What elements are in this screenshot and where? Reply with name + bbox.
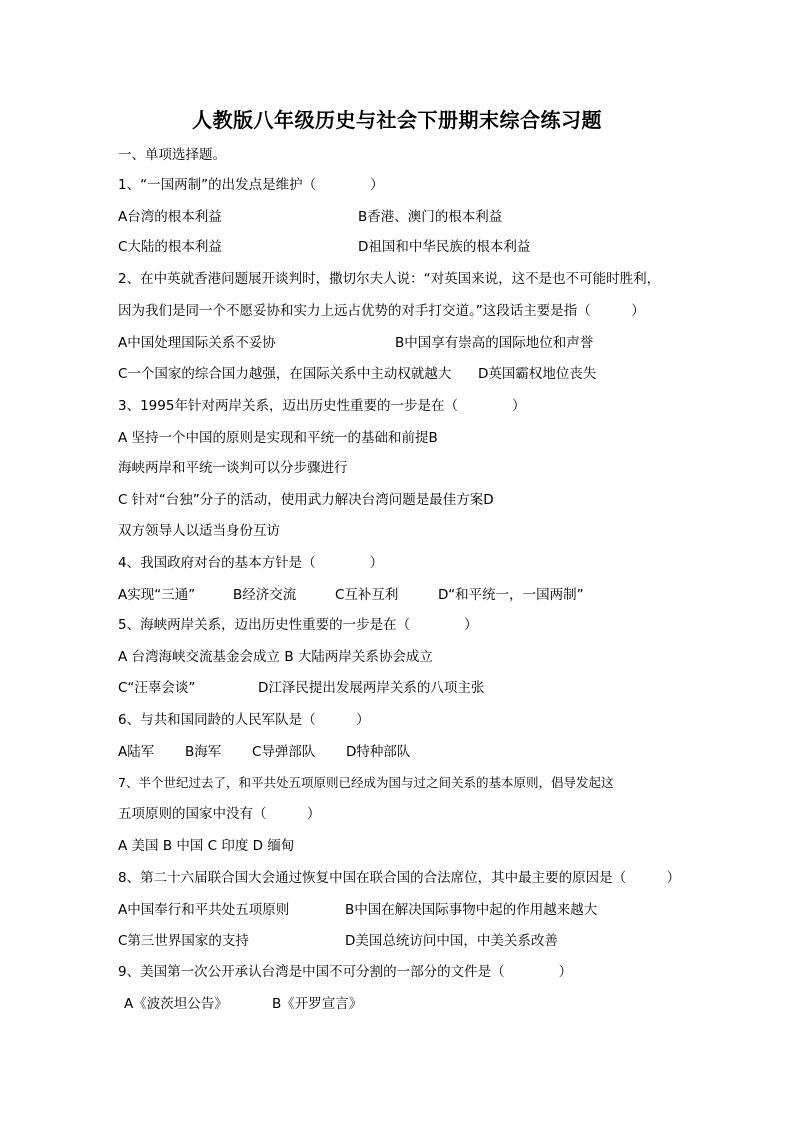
question-2-stem-line2: 因为我们是同一个不愿妥协和实力上远占优势的对手打交道。”这段话主要是指（ ）: [118, 303, 645, 319]
question-7-stem-line1: 7、半个世纪过去了，和平共处五项原则已经成为国与过之间关系的基本原则，倡导发起这: [118, 775, 614, 790]
question-6-option-b: B海军: [185, 744, 222, 760]
question-4-option-b: B经济交流: [233, 587, 297, 603]
question-5-option-c: C“汪辜会谈”: [118, 680, 196, 696]
question-7-stem-line2: 五项原则的国家中没有（ ）: [118, 806, 321, 822]
question-5-option-ab: A 台湾海峡交流基金会成立 B 大陆两岸关系协会成立: [118, 649, 433, 665]
question-6-option-a: A陆军: [118, 744, 155, 760]
question-3-option-line1: A 坚持一个中国的原则是实现和平统一的基础和前提B: [118, 430, 438, 446]
question-1-stem: 1、“一国两制”的出发点是维护（ ）: [118, 177, 384, 193]
page-title: 人教版八年级历史与社会下册期末综合练习题: [192, 108, 602, 132]
question-1-option-c: C大陆的根本利益: [118, 239, 222, 255]
question-5-option-d: D江泽民提出发展两岸关系的八项主张: [258, 680, 485, 696]
question-9-option-b: B《开罗宣言》: [272, 996, 363, 1012]
question-8-option-b: B中国在解决国际事物中起的作用越来越大: [345, 902, 598, 918]
question-4-option-c: C互补互利: [335, 587, 399, 603]
question-8-stem: 8、第二十六届联合国大会通过恢复中国在联合国的合法席位，其中最主要的原因是（ ）: [118, 870, 681, 886]
question-2-stem-line1: 2、在中英就香港问题展开谈判时，撒切尔夫人说：“对英国来说，这不是也不可能时胜利，: [118, 271, 661, 287]
section-heading: 一、单项选择题。: [118, 147, 226, 163]
question-7-options: A 美国 B 中国 C 印度 D 缅甸: [118, 838, 295, 854]
question-3-stem: 3、1995年针对两岸关系，迈出历史性重要的一步是在（ ）: [118, 398, 526, 414]
question-1-option-a: A台湾的根本利益: [118, 209, 222, 225]
question-6-option-c: C导弹部队: [252, 744, 316, 760]
question-4-option-d: D“和平统一，一国两制”: [438, 587, 584, 603]
question-8-option-c: C第三世界国家的支持: [118, 933, 249, 949]
question-2-option-d: D英国霸权地位丧失: [478, 366, 597, 382]
question-3-option-line4: 双方领导人以适当身份互访: [118, 523, 280, 539]
question-1-option-d: D祖国和中华民族的根本利益: [358, 239, 531, 255]
question-9-option-a: A《波茨坦公告》: [124, 996, 228, 1012]
question-2-option-c: C一个国家的综合国力越强，在国际关系中主动权就越大: [118, 366, 452, 382]
question-8-option-d: D美国总统访问中国，中美关系改善: [345, 933, 558, 949]
question-8-option-a: A中国奉行和平共处五项原则: [118, 902, 290, 918]
question-6-stem: 6、与共和国同龄的人民军队是（ ）: [118, 712, 370, 728]
question-2-option-a: A中国处理国际关系不妥协: [118, 335, 276, 351]
question-5-stem: 5、海峡两岸关系，迈出历史性重要的一步是在（ ）: [118, 617, 478, 633]
question-3-option-line2: 海峡两岸和平统一谈判可以分步骤进行: [118, 460, 348, 476]
question-4-option-a: A实现“三通”: [118, 587, 196, 603]
question-6-option-d: D特种部队: [346, 744, 411, 760]
question-3-option-line3: C 针对“台独”分子的活动，使用武力解决台湾问题是最佳方案D: [118, 492, 494, 508]
question-1-option-b: B香港、澳门的根本利益: [358, 209, 503, 225]
question-2-option-b: B中国享有崇高的国际地位和声誉: [395, 335, 594, 351]
question-9-stem: 9、美国第一次公开承认台湾是中国不可分割的一部分的文件是（ ）: [118, 964, 573, 980]
question-4-stem: 4、我国政府对台的基本方针是（ ）: [118, 555, 384, 571]
